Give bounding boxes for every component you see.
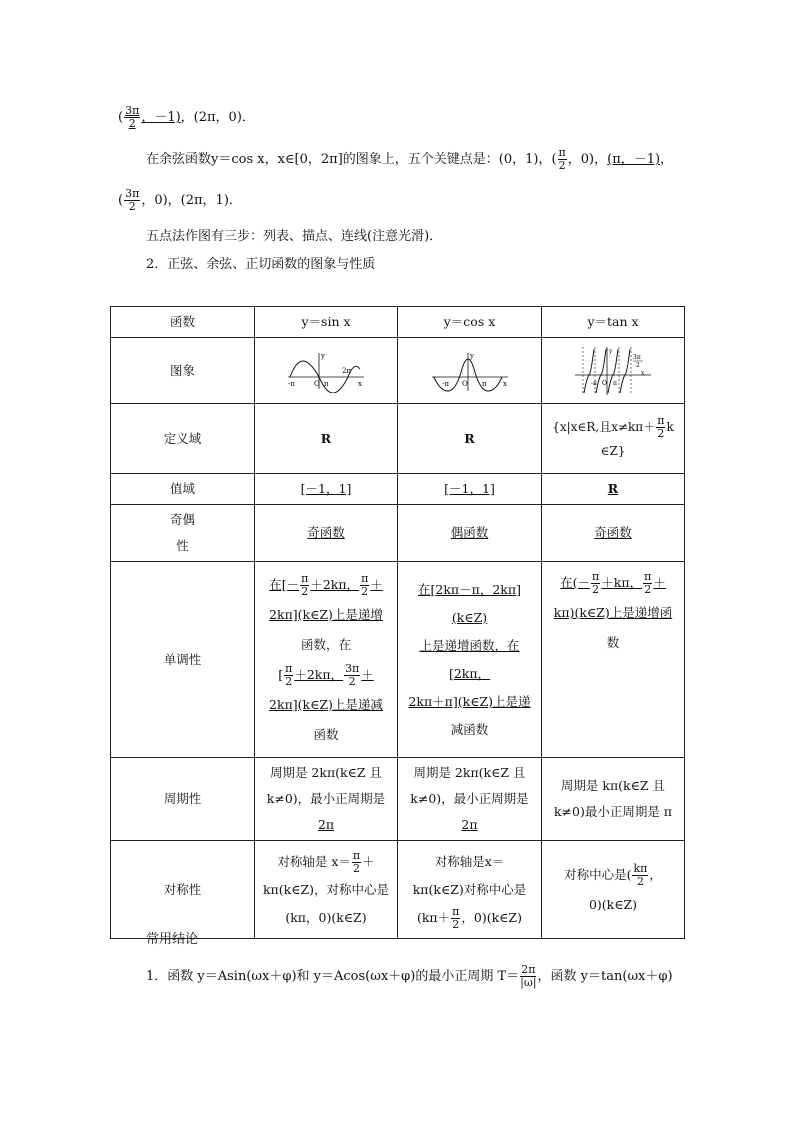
cos-graph-cell bbox=[398, 338, 542, 404]
monotonicity-sin: 在[－ $\frac{\pi}{2}$ ＋2kπ， $\frac{\pi}{2}$ ＋ 2kπ](k∈Z)上是递增 函数，在 [ $\frac{\pi}{2}$ ＋2kπ， $\frac{3\pi}{2}$ ＋ 2kπ](k∈Z)上是递减 函数 bbox=[255, 562, 398, 758]
fraction: $\frac{\pi}{2}$ bbox=[657, 414, 665, 440]
five-point-steps: 五点法作图有三步：列表、描点、连线(注意光滑)． bbox=[146, 229, 443, 244]
sin-label-y: y bbox=[321, 351, 325, 360]
fraction: $\frac{3\pi}{2}$ bbox=[125, 104, 140, 130]
parity-row bbox=[111, 505, 685, 562]
cos-graph bbox=[430, 349, 510, 393]
parity-tan: 奇函数 bbox=[542, 505, 685, 562]
parity-label: 奇偶 性 bbox=[111, 505, 255, 562]
range-sin: [－1，1] bbox=[255, 474, 398, 505]
monotonicity-cos: 在[2kπ－π，2kπ](k∈Z) 上是递增函数，在[2kπ， 2kπ＋π](k∈Z)上是递 减函数 bbox=[398, 562, 542, 758]
cos-label-y: y bbox=[469, 351, 474, 360]
cos-label-x: x bbox=[502, 379, 507, 388]
fraction: $\frac{3\pi}{2}$ bbox=[125, 187, 140, 213]
header-tan: y＝tan x bbox=[542, 307, 685, 338]
fraction: $\frac{\pi}{2}$ bbox=[301, 571, 309, 598]
domain-label: 定义域 bbox=[111, 404, 255, 474]
tan-label-2: 2 bbox=[636, 361, 640, 369]
symmetry-row bbox=[111, 841, 685, 939]
tan-label-3pi: 3π bbox=[633, 353, 641, 361]
symmetry-cos: 对称轴是x＝ kπ(k∈Z)对称中心是 (kπ＋ $\frac{\pi}{2}$ ，0)(k∈Z) bbox=[398, 841, 542, 939]
header-cos: y＝cos x bbox=[398, 307, 542, 338]
header-row bbox=[111, 307, 685, 338]
range-row bbox=[111, 474, 685, 505]
range-label: 值域 bbox=[111, 474, 255, 505]
monotonicity-label: 单调性 bbox=[111, 562, 255, 758]
tan-label-x: x bbox=[641, 369, 645, 377]
monotonicity-row bbox=[111, 562, 685, 758]
sin-label-origin: O bbox=[314, 379, 320, 388]
domain-sin: R bbox=[255, 404, 398, 474]
sin-graph bbox=[286, 349, 366, 393]
fraction: $\frac{\pi}{2}$ bbox=[352, 848, 361, 875]
tan-label-origin: O bbox=[602, 379, 607, 387]
conclusion-item-1: 1．函数 y＝Asin(ωx＋φ)和 y＝Acos(ωx＋φ)的最小正周期 T＝ $\frac{2\pi}{|\omega|}$ ，函数 y＝tan(ωx＋φ) bbox=[146, 963, 673, 989]
cos-label-pi: π bbox=[481, 379, 487, 388]
header-function: 函数 bbox=[111, 307, 255, 338]
period-label: 周期性 bbox=[111, 758, 255, 841]
sin-label-pi: π bbox=[324, 379, 329, 388]
sin-label-x: x bbox=[358, 379, 362, 388]
fraction: $\frac{k\pi}{2}$ bbox=[633, 861, 648, 888]
fraction: $\frac{\pi}{2}$ bbox=[361, 571, 369, 598]
tan-graph-cell bbox=[542, 338, 685, 404]
fraction: $\frac{\pi}{2}$ bbox=[592, 570, 600, 596]
parity-cos: 偶函数 bbox=[398, 505, 542, 562]
symmetry-label: 对称性 bbox=[111, 841, 255, 939]
cos-label-origin: O bbox=[461, 379, 468, 388]
trig-properties-table bbox=[110, 306, 685, 939]
tan-label-neg-pi: -π bbox=[591, 379, 597, 387]
tan-label-y: y bbox=[609, 347, 613, 355]
graph-label: 图象 bbox=[111, 338, 255, 404]
sin-label-2pi: 2π bbox=[342, 366, 352, 375]
fraction: $\frac{2\pi}{|\omega|}$ bbox=[520, 963, 537, 989]
header-sin: y＝sin x bbox=[255, 307, 398, 338]
parity-sin: 奇函数 bbox=[255, 505, 398, 562]
period-cos: 周期是 2kπ(k∈Z 且 k≠0)，最小正周期是 2π bbox=[398, 758, 542, 841]
period-tan: 周期是 kπ(k∈Z 且 k≠0)最小正周期是 π bbox=[542, 758, 685, 841]
sin-label-neg-pi: -π bbox=[288, 379, 295, 388]
symmetry-tan: 对称中心是( $\frac{k\pi}{2}$ ， 0)(k∈Z) bbox=[542, 841, 685, 939]
tan-graph bbox=[573, 345, 653, 397]
cos-label-neg-pi: -π bbox=[441, 379, 449, 388]
fraction: $\frac{3\pi}{2}$ bbox=[345, 661, 360, 688]
domain-row bbox=[111, 404, 685, 474]
intro-line-1: ( $\frac{3\pi}{2}$ ，－1)，(2π，0)． bbox=[118, 104, 255, 130]
section-heading: 2．正弦、余弦、正切函数的图象与性质 bbox=[146, 257, 376, 272]
domain-tan: {x|x∈R,且x≠kπ＋ $\frac{\pi}{2}$ k ∈Z} bbox=[542, 404, 685, 474]
fraction: $\frac{\pi}{2}$ bbox=[558, 146, 566, 172]
conclusion-title: 常用结论 bbox=[146, 932, 199, 947]
symmetry-sin: 对称轴是 x＝ $\frac{\pi}{2}$ ＋ kπ(k∈Z)，对称中心是 (kπ，0)(k∈Z) bbox=[255, 841, 398, 939]
graph-row bbox=[111, 338, 685, 404]
intro-line-2: 在余弦函数y＝cos x，x∈[0，2π]的图象上，五个关键点是：(0，1)，( $\frac{\pi}{2}$ ，0)，(π，－1)， bbox=[146, 146, 674, 172]
range-cos: [－1，1] bbox=[398, 474, 542, 505]
intro-line-3: ( $\frac{3\pi}{2}$ ，0)，(2π，1)． bbox=[118, 187, 242, 213]
tan-label-pi: π bbox=[613, 379, 617, 387]
monotonicity-tan: 在(－ $\frac{\pi}{2}$ ＋kπ， $\frac{\pi}{2}$ ＋ kπ)(k∈Z)上是递增函 数 bbox=[542, 562, 685, 758]
period-row bbox=[111, 758, 685, 841]
fraction: $\frac{\pi}{2}$ bbox=[452, 904, 460, 931]
fraction: $\frac{\pi}{2}$ bbox=[644, 570, 652, 596]
period-sin: 周期是 2kπ(k∈Z 且 k≠0)，最小正周期是 2π bbox=[255, 758, 398, 841]
sin-graph-cell bbox=[255, 338, 398, 404]
domain-cos: R bbox=[398, 404, 542, 474]
range-tan: R bbox=[542, 474, 685, 505]
fraction: $\frac{\pi}{2}$ bbox=[285, 661, 293, 688]
